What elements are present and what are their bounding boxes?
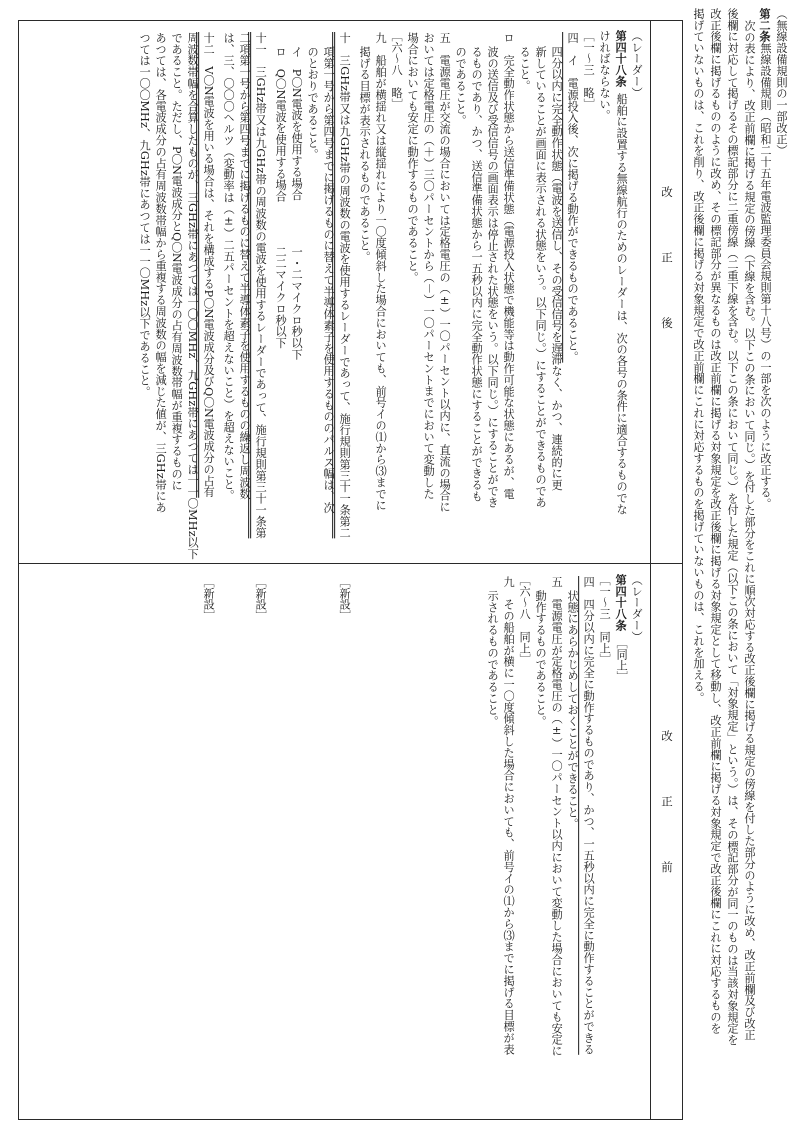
after-item-11: 十一 三GHz帯又は九GHz帯の周波数の電波を使用するレーダーであって、施行規則第三十一条第 (254, 32, 268, 539)
table-border-bottom (18, 1119, 683, 1120)
after-item-4: 四 イ 電源投入後、次に掲げる動作ができるものであること。 (566, 32, 580, 363)
article-intro (756, 8, 774, 568)
table-border-left (18, 20, 19, 1120)
before-line-03: ［一～三 同上］ (598, 574, 612, 666)
after-item-5: 五 電源電圧が交流の場合においては定格電圧の（±）一〇パーセント以内に、直流の場合に (438, 32, 452, 513)
after-line-08: ること。 (518, 46, 532, 92)
after-article-48-label: 第四十八条 (614, 30, 629, 87)
after-line-26: は、三、〇〇〇ヘルツ（変動率は（±）二五パーセントを超えないこと）を超えないこと。 (222, 32, 236, 502)
after-item-4-ro: ロ 完全動作状態から送信準備状態（電源投入状態で機能等は動作可能な状態にあるが、電 (502, 32, 516, 500)
after-item-9: 九 船舶が横揺れ又は縦揺れにより一〇度傾斜した場合においても、前号イの⑴から⑶までに (374, 32, 388, 511)
after-line-04: ［一～三 略］ (582, 30, 596, 110)
before-new-10: ［新設］ (338, 576, 352, 622)
before-line-10: 示されるものであること。 (486, 590, 500, 727)
after-line-15: 場合においても安定に動作するものであること。 (406, 32, 420, 283)
after-line-20: 項第一号から第四号までに掲げるものに替えて半導体素子を使用するもののパルス幅は、次 (322, 46, 336, 514)
before-item-9: 九 その船舶が横に一〇度傾斜した場合においても、前号イの⑴から⑶までに掲げる目標が表 (502, 576, 516, 1055)
after-article-48-text: 船舶に設置する無線航行のためのレーダーは、次の各号の条件に適合するものでな (615, 93, 629, 515)
col-before-header: 改正前 (660, 730, 674, 927)
table-column-divider (18, 563, 683, 564)
after-item-10-i-value: 一・二マイクロ秒以下 (290, 246, 304, 360)
before-line-05: 状態にあらかじめしておくことができること。 (566, 590, 580, 830)
before-item-4: 四 四分以内に完全に動作するものであり、かつ、一五秒以内に完全に動作することができる (582, 576, 596, 1055)
intro-line-3: 後欄に対応して掲げるその標記部分に二重傍線（二重下線を含む。以下この条において同じ。）を付した規定（以下この条において「対象規定」という。）は、その標記部分が同一のものは当該対象規定を (726, 8, 739, 1046)
after-line-16: ［六～八 略］ (390, 30, 404, 110)
after-line-31: つては一〇〇MHz、九GHz帯にあつては一一〇MHz以下であること。 (138, 32, 152, 398)
after-line-11: るものであり、かつ、送信準備状態から一五秒以内に完全動作状態にすることができるも (470, 46, 484, 502)
after-item-12: 十二 V〇N電波を用いる場合は、それを構成するP〇N電波成分及びQ〇N電波成分の占有 (202, 32, 216, 498)
article-intro-text: 無線設備規則（昭和二十五年電波監理委員会規則第十八号）の一部を次のように改正する。 (759, 42, 772, 510)
col-after-header: 改正後 (660, 186, 674, 383)
after-line-10: 波の送信及び受信信号の画面表示は停止された状態をいう。以下同じ。）にすることができ (486, 46, 500, 508)
before-article-48-text: ［同上］ (615, 637, 629, 683)
before-line-07: 動作するものであること。 (534, 590, 548, 727)
table-border-right (682, 20, 683, 1120)
after-item-10-ro-case: ロ Q〇N電波を使用する場合 (274, 46, 288, 203)
before-article-48 (612, 574, 630, 683)
after-line-18: 掲げる目標が表示されるものであること。 (358, 46, 372, 263)
after-line-14: おいては定格電圧の（＋）三〇パーセントから（－）一〇パーセントまでにおいて変動した (422, 32, 436, 500)
before-new-11: ［新設］ (254, 576, 268, 622)
before-article-48-label: 第四十八条 (614, 574, 629, 631)
before-heading: （レーダー） (630, 574, 644, 643)
after-item-10-ro-value: 二二マイクロ秒以下 (274, 246, 288, 349)
after-item-10: 十 三GHz帯又は九GHz帯の周波数の電波を使用するレーダーであって、施行規則第三十一条第二 (338, 32, 352, 539)
after-article-48 (612, 30, 630, 515)
intro-line-5: 掲げていないものは、これを削り、改正後欄に掲げる対象規定で改正前欄にこれに対応するものを掲げていないものは、これを加える。 (692, 8, 705, 704)
table-border-top (18, 20, 683, 21)
after-line-30: あつては、各電波成分の占有周波数帯幅から重複する周波数の幅を減じた値が、三GHz帯にあ (154, 32, 168, 514)
after-line-25: 二項第一号から第四号までに掲げるものに替えて半導体素子を使用するものの繰返し周波数 (238, 32, 252, 500)
intro-line-4: 改正後欄に掲げるもののように改め、その標記部分が異なるものは改正前欄に掲げる対象規定を改正後欄に掲げる対象規定として移動し、改正前欄に掲げる対象規定で改正後欄にこれに対応するものを (709, 8, 722, 1034)
intro-line-2: 次の表により、改正前欄に掲げる規定の傍線（下線を含む。以下この条において同じ。）を付した部分をこれに順次対応する改正後欄に掲げる規定の傍線を付した部分のように改め、改正前欄及び改正 (743, 20, 756, 1041)
article-label: 第二条 (758, 8, 772, 43)
after-line-28: 周波数帯幅を合算したものが、三GHz帯にあつては一〇〇MHz、九GHz帯にあつては一一〇MHz以下 (186, 32, 200, 560)
after-line-12: のであること。 (454, 46, 468, 126)
after-line-21: のとおりであること。 (306, 46, 320, 160)
before-line-08: ［六～八 同上］ (518, 574, 532, 666)
after-line-03: ければならない。 (598, 30, 612, 122)
before-item-5: 五 電源電圧が定格電圧の（±）一〇パーセント以内において変動した場合においても安定に (550, 576, 564, 1057)
after-line-29: であること。ただし、P〇N電波成分とQ〇N電波成分の占有周波数帯幅が重複するものに (170, 32, 184, 491)
table-header-divider (650, 20, 651, 1120)
after-line-07: 新していることが画面に表示される状態をいう。以下同じ。）にすることができるものであ (534, 46, 548, 508)
after-heading: （レーダー） (630, 30, 644, 99)
after-item-10-i-case: イ P〇N電波を使用する場合 (290, 46, 304, 201)
amendment-note: （無線設備規則の一部改正） (775, 8, 788, 157)
before-new-12: ［新設］ (202, 576, 216, 622)
after-line-06: 四分以内に完全動作状態（電波を送信し、その受信信号を遅滞なく、かつ、連続的に更 (550, 46, 564, 491)
